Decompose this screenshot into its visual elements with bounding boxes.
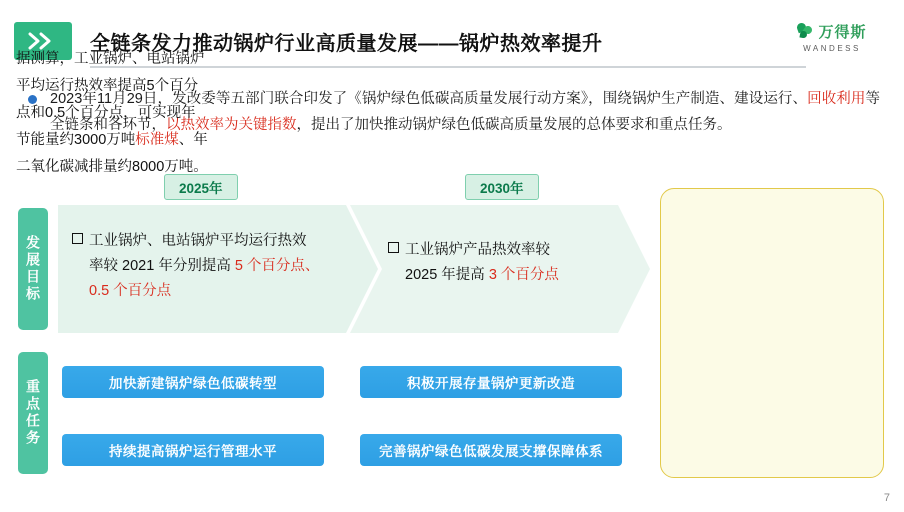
logo-text-en: WANDESS [803, 44, 861, 53]
page-title: 全链条发力推动锅炉行业高质量发展——锅炉热效率提升 [90, 33, 603, 55]
callout-line-1: 据测算，工业锅炉、 [16, 51, 147, 67]
section-label-development-goal [18, 208, 48, 330]
checkbox-square-icon [388, 242, 399, 253]
step2-line1: 工业锅炉产品热效率较 [405, 242, 550, 258]
callout-line-6-highlight: 标准煤 [135, 132, 179, 148]
task-button-4[interactable]: 完善锅炉绿色低碳发展支撑保障体系 [360, 434, 622, 466]
brand-logo [778, 16, 886, 58]
timeline-step-2-text [388, 238, 642, 288]
step2-line2-prefix: 2025 年提高 [405, 267, 489, 283]
year-tag-2030: 2030年 [465, 174, 539, 200]
intro-seg-4: 以热效率为关键指数 [166, 117, 297, 133]
step2-line2-highlight: 3 个百分点 [488, 267, 559, 283]
checkbox-square-icon [72, 233, 83, 244]
callout-line-4: 0.5个百分点，可实现 [45, 105, 182, 121]
task-button-3[interactable]: 持续提高锅炉运行管理水平 [62, 434, 324, 466]
section-label-task-text: 重点任务 [25, 379, 41, 447]
step1-line2-highlight: 5 个百分点、 [234, 258, 320, 274]
callout-line-2: 电站锅炉平均运行热 [16, 51, 205, 94]
intro-seg-3: 等全链条和各环节， [50, 91, 880, 133]
timeline-step-1-text [72, 229, 344, 304]
step1-line2-prefix: 率较 2021 年分别提高 [89, 258, 235, 274]
intro-seg-1: 2023年11月29日，发改委等五部门联合印发了《锅炉绿色低碳高质量发展行动方案》，围绕锅炉生产制造、建设运行、 [50, 91, 808, 107]
logo-text-cn: 万得斯 [818, 24, 867, 41]
task-button-1[interactable]: 加快新建锅炉绿色低碳转型 [62, 366, 324, 398]
callout-line-3: 效率提高5个百分点和 [16, 78, 199, 121]
year-tag-2025: 2025年 [164, 174, 238, 200]
leaf-icon [797, 23, 814, 40]
callout-line-7: 减排量约8000万吨。 [74, 159, 208, 175]
callout-line-5: 年节能量约3000万吨 [16, 105, 196, 148]
step1-line3-highlight: 0.5 个百分点 [89, 283, 172, 299]
task-button-2[interactable]: 积极开展存量锅炉更新改造 [360, 366, 622, 398]
intro-seg-2: 回收利用 [807, 91, 866, 107]
callout-text [16, 46, 208, 181]
callout-box [660, 188, 884, 478]
callout-line-6-rest: 、年二氧化碳 [16, 132, 208, 175]
section-label-goal-text: 发展目标 [25, 235, 41, 303]
step1-line1: 工业锅炉、电站锅炉平均运行热效 [89, 233, 307, 249]
page-number: 7 [883, 492, 890, 504]
intro-seg-5: ，提出了加快推动锅炉绿色低碳高质量发展的总体要求和重点任务。 [296, 117, 732, 133]
section-label-key-tasks [18, 352, 48, 474]
